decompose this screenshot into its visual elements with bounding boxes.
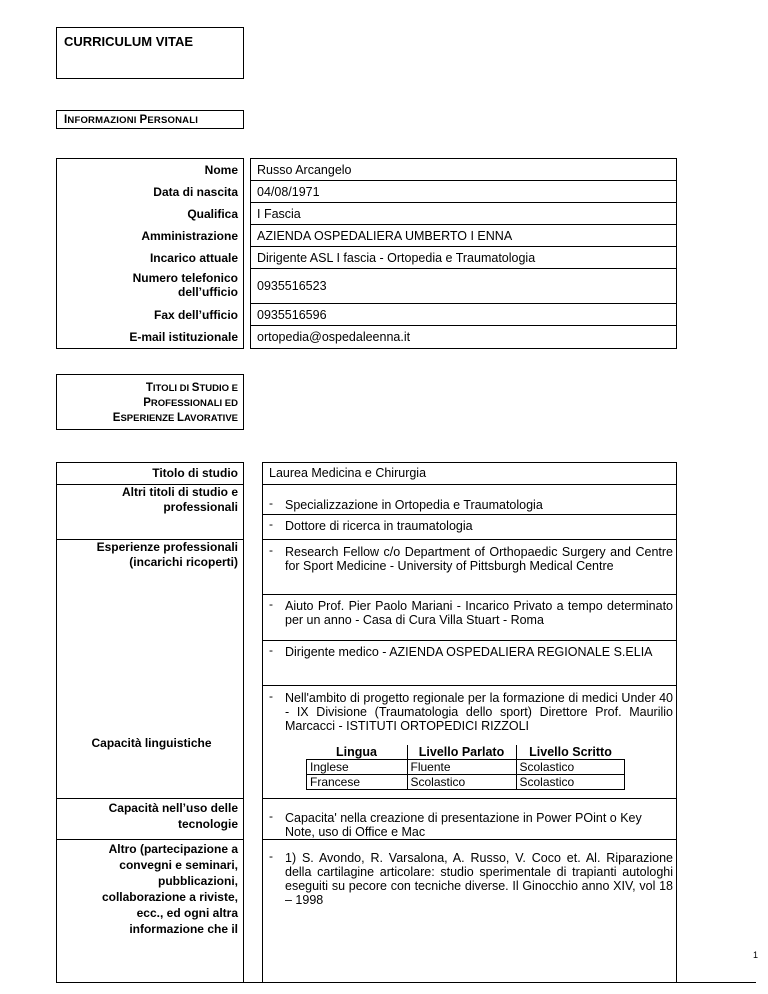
header-lingua: Lingua bbox=[307, 745, 408, 760]
label-email: E-mail istituzionale bbox=[129, 330, 238, 344]
header-parlato: Livello Parlato bbox=[407, 745, 516, 760]
list-item: - 1) S. Avondo, R. Varsalona, A. Russo, V. Coco et. Al. Riparazione della cartilagine articolare: studio sperimentale di trapianti autologhi eseguiti su pecore con tecniche diverse. Il Ginocchio anno XIV, vol 18 – 1998 bbox=[269, 849, 673, 907]
language-table bbox=[306, 745, 625, 790]
personal-values-column bbox=[250, 158, 677, 349]
value-data-nascita: 04/08/1971 bbox=[251, 181, 676, 203]
label-fax: Fax dell’ufficio bbox=[153, 308, 238, 322]
header-scritto: Livello Scritto bbox=[516, 745, 625, 760]
label-qualifica: Qualifica bbox=[187, 207, 238, 221]
label-amministrazione: Amministrazione bbox=[141, 229, 238, 243]
label-tecnologie: Capacità nell’uso delle tecnologie bbox=[108, 801, 238, 831]
value-email: ortopedia@ospedaleenna.it bbox=[257, 330, 411, 344]
page-bottom-rule bbox=[56, 982, 756, 983]
page-number: 1 bbox=[752, 950, 758, 960]
value-qualifica: I Fascia bbox=[251, 203, 676, 225]
label-titolo-studio: Titolo di studio bbox=[152, 466, 238, 480]
section-titoli-heading: TITOLI DI STUDIO E PROFESSIONALI ED ESPERIENZE LAVORATIVE bbox=[56, 374, 244, 430]
titoli-values-column bbox=[262, 462, 677, 982]
list-item: - Aiuto Prof. Pier Paolo Mariani - Incarico Privato a tempo determinato per un anno - Casa di Cura Villa Stuart - Roma bbox=[269, 597, 673, 627]
value-incarico: Dirigente ASL I fascia - Ortopedia e Traumatologia bbox=[251, 247, 676, 269]
label-altri-titoli: Altri titoli di studio e professionali bbox=[122, 485, 238, 514]
titoli-labels-column bbox=[56, 462, 244, 982]
list-item: - Specializzazione in Ortopedia e Traumatologia bbox=[269, 496, 543, 512]
label-nome: Nome bbox=[204, 163, 238, 177]
value-fax: 0935516596 bbox=[251, 304, 676, 326]
label-esperienze: Esperienze professionali (incarichi ricoperti) bbox=[96, 540, 238, 569]
value-titolo-studio: Laurea Medicina e Chirurgia bbox=[269, 466, 427, 480]
value-nome: Russo Arcangelo bbox=[251, 159, 676, 181]
list-item: - Capacita' nella creazione di presentazione in Power POint o Key Note, uso di Office e Mac bbox=[269, 809, 642, 839]
list-item: - Research Fellow c/o Department of Orthopaedic Surgery and Centre for Sport Medicine - University of Pittsburgh Medical Centre bbox=[269, 543, 673, 573]
label-altro: Altro (partecipazione a convegni e seminari, pubblicazioni, collaborazione a riviste, ecc., ed ogni altra informazione che il bbox=[101, 842, 238, 936]
label-incarico: Incarico attuale bbox=[149, 251, 238, 265]
value-telefono: 0935516523 bbox=[251, 269, 676, 304]
list-item: - Dottore di ricerca in traumatologia bbox=[269, 517, 473, 533]
section-personal-heading: INFORMAZIONI PERSONALI bbox=[56, 110, 244, 129]
list-item: - Nell'ambito di progetto regionale per la formazione di medici Under 40 - IX Divisione (Traumatologia dello sport) Direttore Prof. Maurilio Marcacci - ISTITUTI ORTOPEDICI RIZZOLI bbox=[269, 689, 673, 733]
table-row: Inglese Fluente Scolastico bbox=[307, 760, 625, 775]
label-data-nascita: Data di nascita bbox=[153, 185, 238, 199]
label-telefono: Numero telefonico dell’ufficio bbox=[132, 271, 238, 299]
table-row: Francese Scolastico Scolastico bbox=[307, 775, 625, 790]
personal-labels-column bbox=[56, 158, 244, 349]
label-lingue: Capacità linguistiche bbox=[91, 736, 212, 750]
cv-title: CURRICULUM VITAE bbox=[56, 27, 244, 79]
list-item: - Dirigente medico - AZIENDA OSPEDALIERA REGIONALE S.ELIA bbox=[269, 643, 653, 659]
value-amministrazione: AZIENDA OSPEDALIERA UMBERTO I ENNA bbox=[251, 225, 676, 247]
